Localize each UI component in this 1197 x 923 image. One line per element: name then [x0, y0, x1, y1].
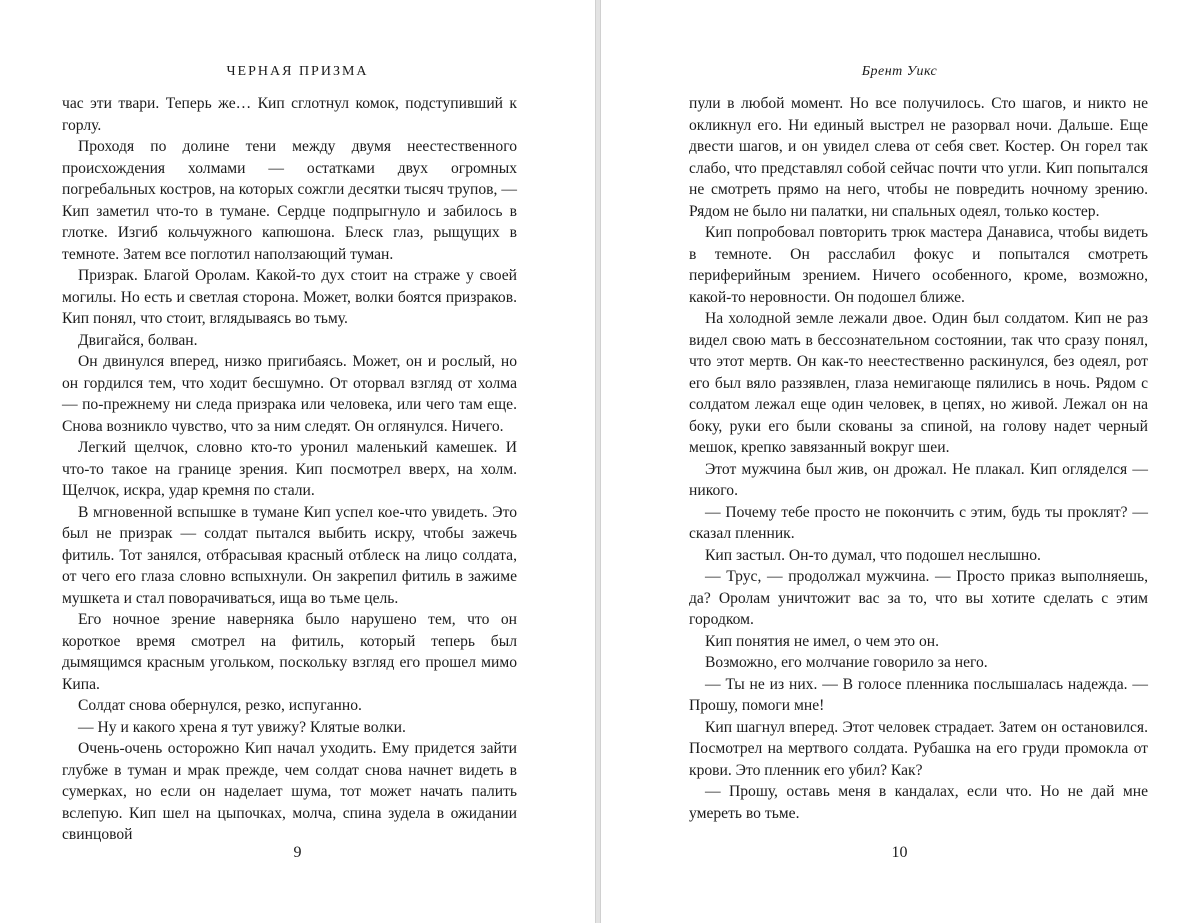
paragraph: Призрак. Благой Оролам. Какой-то дух стоит на страже у своей могилы. Но есть и светлая сторона. Может, волки боятся призраков. Кип понял, что стоит, вглядываясь во тьму.: [62, 267, 517, 327]
paragraph: Кип понятия не имел, о чем это он.: [705, 632, 940, 650]
paragraph: Кип застыл. Он-то думал, что подошел неслышно.: [705, 546, 1041, 564]
paragraph: — Ну и какого хрена я тут увижу? Клятые волки.: [78, 718, 406, 736]
paragraph: Солдат снова обернулся, резко, испуганно.: [78, 697, 362, 714]
page-number: 10: [891, 844, 908, 861]
paragraph: час эти твари. Теперь же… Кип сглотнул комок, подступивший к горлу.: [62, 95, 517, 134]
paragraph: Очень-очень осторожно Кип начал уходить. Ему придется зайти глубже в туман и мрак прежде, чем солдат снова начнет видеть в сумерках, но если он наделает шума, тот может начать палить вслепую. Кип шел на цыпочках, молча, спина зудела в ожидании свинцовой: [62, 740, 517, 843]
paragraph: — Прошу, оставь меня в кандалах, если что. Но не дай мне умереть во тьме.: [689, 783, 1148, 822]
right-page: [600, 0, 1197, 923]
paragraph: Двигайся, болван.: [78, 331, 198, 349]
left-page-text: [62, 93, 517, 846]
page-number: 9: [293, 844, 302, 861]
paragraph: — Трус, — продолжал мужчина. — Просто приказ выполняешь, да? Оролам уничтожит вас за то, что вы хотите сделать с этим городком.: [689, 568, 1148, 628]
paragraph: Он двинулся вперед, низко пригибаясь. Может, он и рослый, но он гордился тем, что ходит бесшумно. От оторвал взгляд от холма — по-прежнему ни следа призрака или человека, или чего там еще. Снова возникло чувство, что за ним следят. Он оглянулся. Ничего.: [62, 353, 517, 435]
paragraph: Его ночное зрение наверняка было нарушено тем, что он короткое время смотрел на фитиль, который теперь был дымящимся красным угольком, поскольку взгляд его прошел мимо Кипа.: [62, 611, 517, 693]
right-page-text: [689, 93, 1148, 824]
paragraph: пули в любой момент. Но все получилось. Сто шагов, и никто не окликнул его. Ни единый выстрел не разорвал ночи. Дальше. Еще двести шагов, и он увидел слева от себя свет. Костер. Он горел так слабо, что представлял собой сейчас почти что угли. Кип попытался не смотреть прямо на него, чтобы не повредить ночному зрению. Рядом не было ни палатки, ни спальных одеял, только костер.: [689, 95, 1148, 220]
left-page: [0, 0, 596, 923]
paragraph: Кип попробовал повторить трюк мастера Данависа, чтобы видеть в темноте. Он расслабил фокус и попытался смотреть периферийным зрением. Ничего особенного, кроме, возможно, какой-то неровности. Он подошел ближе.: [689, 224, 1148, 306]
paragraph: Возможно, его молчание говорило за него.: [705, 654, 988, 671]
paragraph: Кип шагнул вперед. Этот человек страдает. Затем он остановился. Посмотрел на мертвого солдата. Рубашка на его груди промокла от крови. Это пленник его убил? Как?: [689, 718, 1148, 779]
paragraph: Этот мужчина был жив, он дрожал. Не плакал. Кип огляделся — никого.: [689, 460, 1148, 499]
paragraph: В мгновенной вспышке в тумане Кип успел кое-что увидеть. Это был не призрак — солдат пытался выбить искру, чтобы зажечь фитиль. Тот занялся, отбрасывая красный отблеск на лицо солдата, от чего его глаза словно вспыхнули. Он закрепил фитиль в зажиме мушкета и стал поворачиваться, ища во тьме цель.: [62, 503, 517, 607]
paragraph: На холодной земле лежали двое. Один был солдатом. Кип не раз видел свою мать в бессознательном состоянии, так что сразу понял, что этот мертв. Он как-то неестественно раскинулся, без одеял, рот его был вяло раззявлен, глаза немигающе пялились в ночь. Рядом с солдатом лежал еще один человек, в цепях, но живой. Лежал он на боку, руки его были скованы за спиной, на голову надет черный мешок, крепко завязанный вокруг шеи.: [689, 310, 1148, 456]
running-head-author: Брент Уикс: [861, 64, 938, 79]
paragraph: Проходя по долине тени между двумя неестественного происхождения холмами — остатками двух огромных погребальных костров, на которых сожгли десятки тысяч трупов, — Кип заметил что-то в тумане. Сердце подпрыгнуло и забилось в глотке. Изгиб кольчужного капюшона. Блеск глаз, рыщущих в темноте. Затем все поглотил наползающий туман.: [62, 138, 517, 263]
paragraph: — Ты не из них. — В голосе пленника послышалась надежда. — Прошу, помоги мне!: [689, 675, 1148, 714]
running-head-title: ЧЕРНАЯ ПРИЗМА: [226, 64, 369, 79]
paragraph: — Почему тебе просто не покончить с этим, будь ты проклят? — сказал пленник.: [689, 503, 1148, 542]
paragraph: Легкий щелчок, словно кто-то уронил маленький камешек. И что-то такое на границе зрения. Кип посмотрел вверх, на холм. Щелчок, искра, удар кремня по стали.: [62, 439, 517, 499]
